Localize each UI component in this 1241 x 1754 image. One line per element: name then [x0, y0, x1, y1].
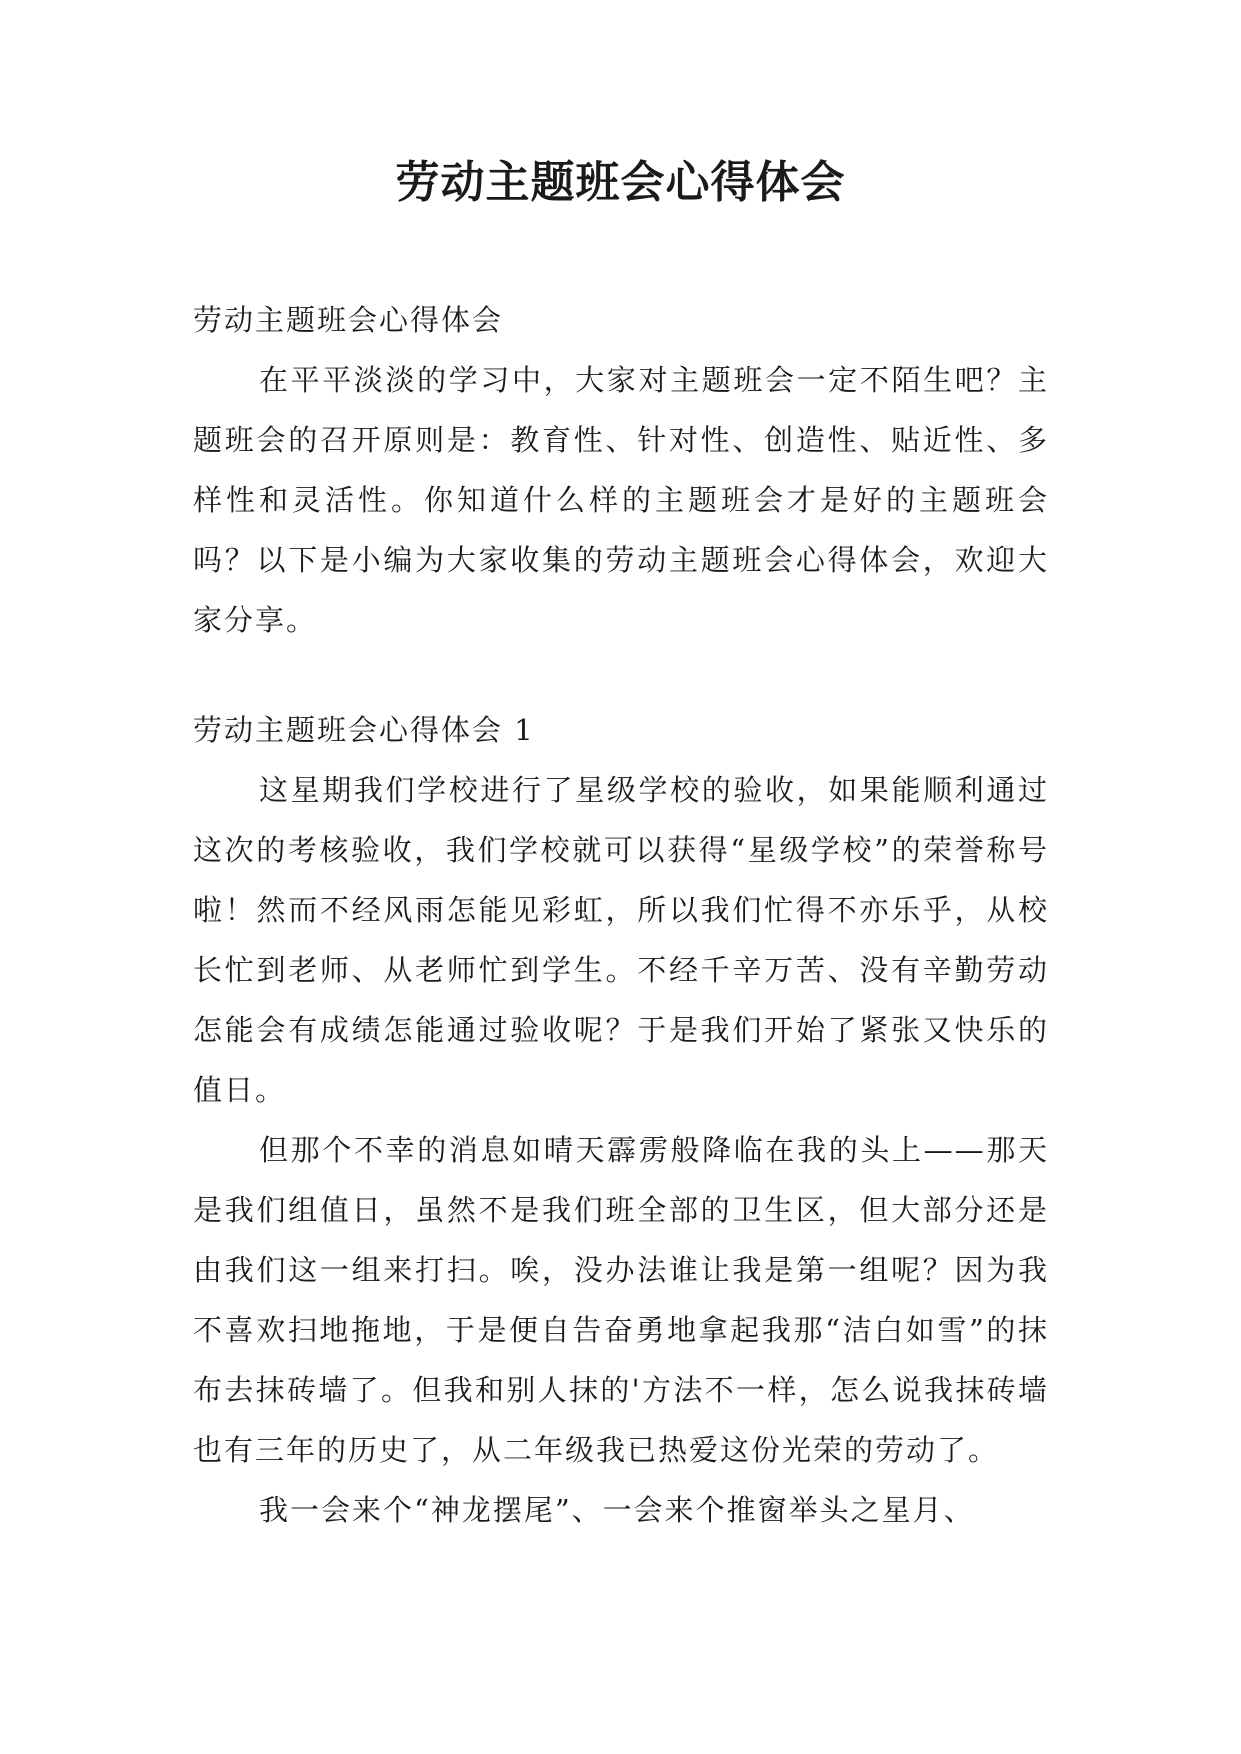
section-spacer	[193, 650, 1049, 700]
intro-paragraph: 在平平淡淡的学习中，大家对主题班会一定不陌生吧？主题班会的召开原则是：教育性、针对性、创造性、贴近性、多样性和灵活性。你知道什么样的主题班会才是好的主题班会吗？以下是小编为大家收集的劳动主题班会心得体会，欢迎大家分享。	[193, 363, 1049, 637]
document-body	[193, 290, 1049, 1540]
section-1-heading: 劳动主题班会心得体会 1	[193, 713, 535, 747]
section-1-paragraph-3: 我一会来个“神龙摆尾”、一会来个推窗举头之星月、	[259, 1493, 975, 1527]
section-1-paragraph-2: 但那个不幸的消息如晴天霹雳般降临在我的头上——那天是我们组值日，虽然不是我们班全部的卫生区，但大部分还是由我们这一组来打扫。唉，没办法谁让我是第一组呢？因为我不喜欢扫地拖地，于是便自告奋勇地拿起我那“洁白如雪”的抹布去抹砖墙了。但我和别人抹的'方法不一样，怎么说我抹砖墙也有三年的历史了，从二年级我已热爱这份光荣的劳动了。	[193, 1133, 1049, 1467]
section-1-paragraph-1: 这星期我们学校进行了星级学校的验收，如果能顺利通过这次的考核验收，我们学校就可以获得“星级学校”的荣誉称号啦！然而不经风雨怎能见彩虹，所以我们忙得不亦乐乎，从校长忙到老师、从老师忙到学生。不经千辛万苦、没有辛勤劳动怎能会有成绩怎能通过验收呢？于是我们开始了紧张又快乐的值日。	[193, 773, 1049, 1107]
document-title: 劳动主题班会心得体会	[395, 157, 846, 208]
intro-heading: 劳动主题班会心得体会	[193, 303, 504, 337]
